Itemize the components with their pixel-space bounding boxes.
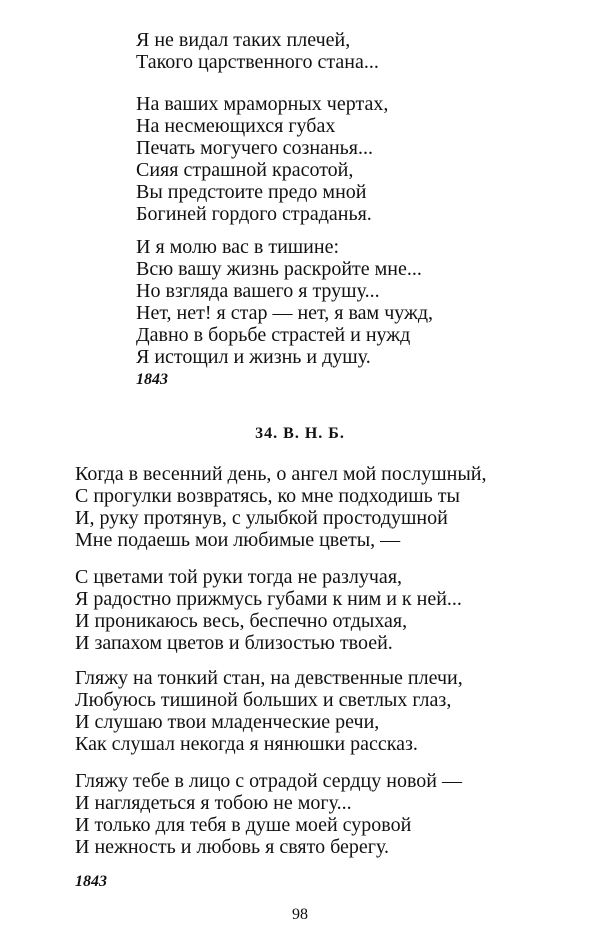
poem-line: И проникаюсь весь, беспечно отдыхая, xyxy=(75,610,408,632)
poem1-stanza-1 xyxy=(136,29,379,73)
poem-line: Богиней гордого страданья. xyxy=(136,203,372,225)
poem-line: И только для тебя в душе моей суровой xyxy=(75,814,412,836)
poem-line: И, руку протянув, с улыбкой простодушной xyxy=(75,507,448,529)
poem-line: Я радостно прижмусь губами к ним и к ней... xyxy=(75,588,462,610)
poem-line: Мне подаешь мои любимые цветы, — xyxy=(75,529,401,551)
poem-line: На несмеющихся губах xyxy=(136,115,336,137)
poem-line: Вы предстоите предо мной xyxy=(136,181,367,203)
poem2-title: 34. В. Н. Б. xyxy=(255,425,345,442)
page-number: 98 xyxy=(292,906,308,923)
poem-line: Как слушал некогда я нянюшки рассказ. xyxy=(75,733,418,755)
poem-line: И слушаю твои младенческие речи, xyxy=(75,711,380,733)
poem-line: Печать могучего сознанья... xyxy=(136,137,373,159)
poem-line: Гляжу тебе в лицо с отрадой сердцу новой — xyxy=(75,770,462,792)
poem-line: И я молю вас в тишине: xyxy=(136,236,340,258)
poem-line: На ваших мраморных чертах, xyxy=(136,93,389,115)
poem-line: Всю вашу жизнь раскройте мне... xyxy=(136,258,422,280)
poem2-stanza-2 xyxy=(75,566,462,654)
poem-line: И наглядеться я тобою не могу... xyxy=(75,792,352,814)
poem-line: И нежность и любовь я свято берегу. xyxy=(75,836,389,858)
poem-line: С цветами той руки тогда не разлучая, xyxy=(75,566,403,588)
poem1-date: 1843 xyxy=(136,371,168,388)
poem2-date: 1843 xyxy=(75,873,107,890)
poem-line: Сияя страшной красотой, xyxy=(136,159,354,181)
poem-line: Я истощил и жизнь и душу. xyxy=(136,346,371,368)
poem-line: С прогулки возвратясь, ко мне подходишь ты xyxy=(75,485,460,507)
poem-line: Но взгляда вашего я трушу... xyxy=(136,280,380,302)
poem1-stanza-2 xyxy=(136,93,388,225)
poem2-stanza-4 xyxy=(75,770,462,858)
poem1-stanza-3 xyxy=(136,236,433,368)
poem-line: Давно в борьбе страстей и нужд xyxy=(136,324,411,346)
poem-line: Нет, нет! я стар — нет, я вам чужд, xyxy=(136,302,433,324)
poem-line: Любуюсь тишиной больших и светлых глаз, xyxy=(75,689,452,711)
poem-line: Гляжу на тонкий стан, на девственные плечи, xyxy=(75,667,463,689)
poem-line: Когда в весенний день, о ангел мой послушный, xyxy=(75,463,487,485)
poem-line: И запахом цветов и близостью твоей. xyxy=(75,632,393,654)
poem-line: Такого царственного стана... xyxy=(136,51,379,73)
poem2-stanza-3 xyxy=(75,667,463,755)
poem2-stanza-1 xyxy=(75,463,486,551)
poem-line: Я не видал таких плечей, xyxy=(136,29,351,51)
